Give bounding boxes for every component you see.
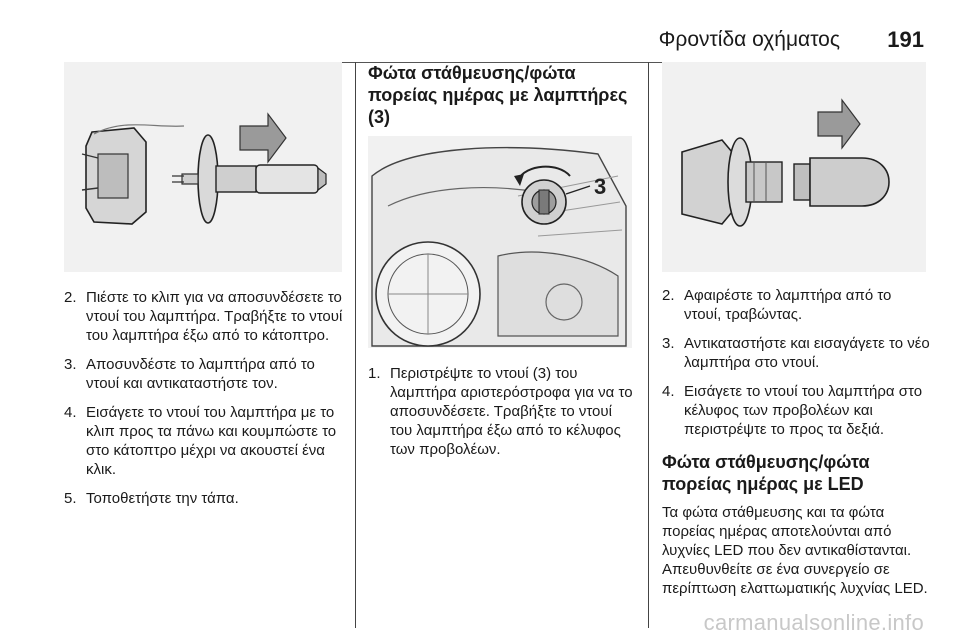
figure-bulb-pull [662,62,926,272]
step-text: Τοποθετήστε την τάπα. [86,490,239,507]
step-number: 3. [64,356,77,373]
step-number: 2. [662,287,675,304]
page-header [0,14,960,54]
figure-bulb-holder-removal [64,62,342,272]
step-text: Εισάγετε το ντουί του λαμπτήρα με το κλιπ προς τα πάνω και κουμπώστε το στο κάτοπτρο μέχρι να ακουστεί ένα κλικ. [86,404,337,478]
paragraph: Απευθυνθείτε σε ένα συνεργείο σε περίπτωση ελαττωματικής λυχνίας LED. [662,561,928,597]
column-2 [368,62,636,628]
list-item [64,489,346,508]
section-title-bulbs: Φώτα στάθμευσης/φώτα πορείας ημέρας με λαμπτήρες (3) [368,63,628,127]
figure-headlamp-housing [368,136,632,348]
watermark: carmanualsonline.info [703,610,924,635]
step-text: Αντικαταστήστε και εισαγάγετε το νέο λαμπτήρα στο ντουί. [684,335,930,371]
headlamp-illustration [368,136,632,348]
step-text: Αφαιρέστε το λαμπτήρα από το ντουί, τραβώντας. [684,287,892,323]
step-text: Περιστρέψτε το ντουί (3) του λαμπτήρα αριστερόστροφα για να το αποσυνδέσετε. Τραβήξτε το ντουί του λαμπτήρα έξω από το κέλυφος των προβολέων. [390,365,633,458]
list-item [662,334,930,372]
step-number: 4. [662,383,675,400]
list-item [662,382,930,439]
column-1 [64,62,346,628]
step-text: Αποσυνδέστε το λαμπτήρα από το ντουί και αντικαταστήστε τον. [86,356,315,392]
step-text: Πιέστε το κλιπ για να αποσυνδέσετε το ντουί του λαμπτήρα. Τραβήξτε το ντουί του λαμπτήρα έξω από το κάτοπτρο. [86,289,343,344]
callout-label: 3 [594,174,607,199]
section-title-led: Φώτα στάθμευσης/φώτα πορείας ημέρας με LED [662,452,870,494]
column-3 [662,62,930,628]
steps-list-col2 [368,364,636,459]
step-number: 1. [368,365,381,382]
list-item [64,403,346,479]
list-item [662,286,930,324]
bulb-pull-illustration [662,62,926,272]
list-item [368,364,636,459]
step-number: 4. [64,404,77,421]
page-number: 191 [887,27,924,52]
bulb-holder-illustration [64,62,342,272]
steps-list-col1 [64,288,346,508]
steps-list-col3 [662,286,930,439]
header-title: Φροντίδα οχήματος [658,28,840,51]
list-item [64,288,346,345]
column-divider-1 [355,62,356,628]
step-number: 5. [64,490,77,507]
paragraph: Τα φώτα στάθμευσης και τα φώτα πορείας ημέρας αποτελούνται από λυχνίες LED που δεν αντικαθίστανται. [662,504,912,559]
step-text: Εισάγετε το ντουί του λαμπτήρα στο κέλυφος των προβολέων και περιστρέψτε το προς τα δεξιά. [684,383,923,438]
column-divider-2 [648,62,649,628]
list-item [64,355,346,393]
step-number: 3. [662,335,675,352]
step-number: 2. [64,289,77,306]
